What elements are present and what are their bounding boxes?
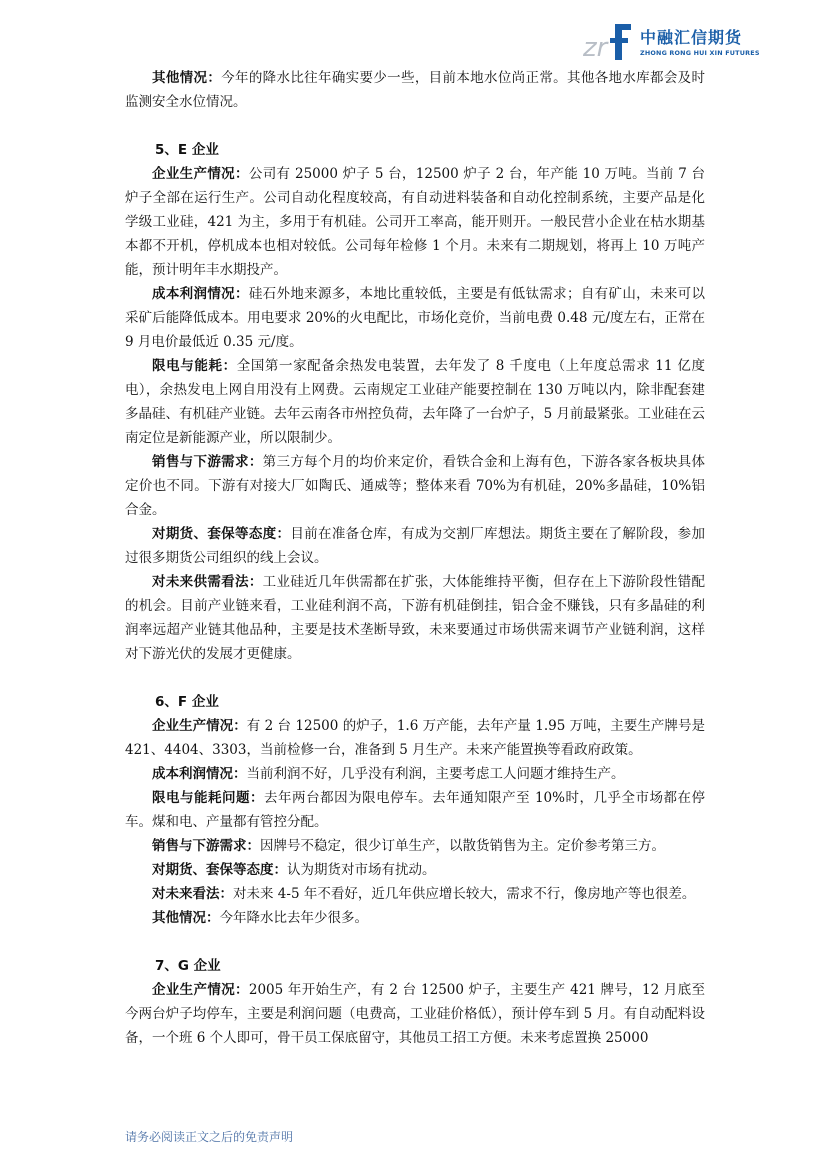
paragraph-text: 有 2 台 12500 的炉子，1.6 万产能，去年产量 1.95 万吨，主要生产牌号是 421、4404、3303，当前检修一台，准备到 5 月生产。未来产能置换等看政府政策。 xyxy=(125,718,705,758)
paragraph-text: 硅石外地来源多，本地比重较低，主要是有低钛需求；自有矿山，未来可以采矿后能降低成本。用电要求 20%的火电配比，市场化竞价，当前电费 0.48 元/度左右，正常在 9 月电价最低近 0.35 元/度。 xyxy=(125,286,706,350)
paragraph-label: 企业生产情况： xyxy=(152,166,249,182)
disclaimer-footer: 请务必阅读正文之后的免责声明 xyxy=(125,1130,294,1144)
paragraph-label: 成本利润情况： xyxy=(152,766,247,782)
paragraph-label: 对未来供需看法： xyxy=(152,574,263,590)
paragraph-label: 成本利润情况： xyxy=(152,286,249,302)
paragraph-text: 今年降水比去年少很多。 xyxy=(219,910,368,926)
paragraph-label: 对未来看法： xyxy=(152,886,233,902)
paragraph-label: 对期货、套保等态度： xyxy=(152,526,291,542)
paragraph-text: 去年两台都因为限电停车。去年通知限产至 10%时，几乎全市场都在停车。煤和电、产量都有管控分配。 xyxy=(125,790,706,830)
report-paragraph xyxy=(125,570,705,666)
report-paragraph xyxy=(125,906,705,930)
paragraph-label: 限电与能耗问题： xyxy=(152,790,265,806)
paragraph-label: 销售与下游需求： xyxy=(152,838,260,854)
paragraph-text: 今年的降水比往年确实要少一些，目前本地水位尚正常。其他各地水库都会及时监测安全水位情况。 xyxy=(125,70,706,110)
paragraph-text: 公司有 25000 炉子 5 台，12500 炉子 2 台，年产能 10 万吨。当前 7 台炉子全部在运行生产。公司自动化程度较高，有自动进料装备和自动化控制系统，主要产品是化学级工业硅，421 为主，多用于有机硅。公司开工率高，能开则开。一般民营小企业在枯水期基本都不开机，停机成本也相对较低。公司每年检修 1 个月。未来有二期规划，将再上 10 万吨产能，预计明年丰水期投产。 xyxy=(125,166,705,278)
logo-english-name: ZHONG RONG HUI XIN FUTURES xyxy=(640,49,760,57)
zrf-logo-icon xyxy=(583,22,633,62)
paragraph-text: 第三方每个月的均价来定价，看铁合金和上海有色，下游各家各板块具体定价也不同。下游有对接大厂如陶氏、通威等；整体来看 70%为有机硅，20%多晶硅，10%铝合金。 xyxy=(125,454,706,518)
document-body xyxy=(125,66,705,1050)
svg-text:zr: zr xyxy=(583,33,608,62)
section-heading: 7、G 企业 xyxy=(155,958,221,974)
report-paragraph xyxy=(125,978,705,1050)
paragraph-label: 企业生产情况： xyxy=(152,982,249,998)
report-paragraph xyxy=(125,882,705,906)
report-paragraph xyxy=(125,66,705,114)
section-gap xyxy=(125,666,705,690)
company-logo xyxy=(583,18,778,66)
section-heading: 6、F 企业 xyxy=(155,694,219,710)
paragraph-label: 其他情况： xyxy=(152,70,222,86)
report-paragraph xyxy=(125,354,705,450)
paragraph-label: 对期货、套保等态度： xyxy=(152,862,287,878)
paragraph-text: 当前利润不好，几乎没有利润，主要考虑工人问题才维持生产。 xyxy=(246,766,625,782)
section-gap xyxy=(125,114,705,138)
report-paragraph xyxy=(125,522,705,570)
paragraph-text: 工业硅近几年供需都在扩张，大体能维持平衡，但存在上下游阶段性错配的机会。目前产业链来看，工业硅利润不高，下游有机硅倒挂，铝合金不赚钱，只有多晶硅的利润率远超产业链其他品种，主要是技术垄断导致，未来要通过市场供需来调节产业链利润，这样对下游光伏的发展才更健康。 xyxy=(125,574,706,662)
paragraph-text: 目前在准备仓库，有成为交割厂库想法。期货主要在了解阶段，参加过很多期货公司组织的线上会议。 xyxy=(125,526,706,566)
paragraph-text: 认为期货对市场有扰动。 xyxy=(287,862,436,878)
paragraph-label: 限电与能耗： xyxy=(152,358,237,374)
report-paragraph xyxy=(125,714,705,762)
report-paragraph xyxy=(125,162,705,282)
report-paragraph xyxy=(125,450,705,522)
paragraph-label: 销售与下游需求： xyxy=(152,454,263,470)
report-paragraph xyxy=(125,282,705,354)
paragraph-label: 其他情况： xyxy=(152,910,220,926)
paragraph-text: 2005 年开始生产，有 2 台 12500 炉子，主要生产 421 牌号，12 月底至今两台炉子均停车，主要是利润问题（电费高，工业硅价格低），预计停车到 5 月。有自动配料设备，一个班 6 个人即可，骨干员工保底留守，其他员工招工方便。未来考虑置换 25000 xyxy=(125,982,706,1046)
section-gap xyxy=(125,930,705,954)
report-paragraph xyxy=(125,858,705,882)
report-paragraph xyxy=(125,834,705,858)
report-paragraph xyxy=(125,786,705,834)
paragraph-text: 全国第一家配备余热发电装置，去年发了 8 千度电（上年度总需求 11 亿度电），余热发电上网自用没有上网费。云南规定工业硅产能要控制在 130 万吨以内，除非配套建多晶硅、有机硅产业链。去年云南各市州控负荷，去年降了一台炉子，5 月前最紧张。工业硅在云南定位是新能源产业，所以限制少。 xyxy=(125,358,705,446)
paragraph-text: 因牌号不稳定，很少订单生产，以散货销售为主。定价参考第三方。 xyxy=(260,838,665,854)
report-paragraph xyxy=(125,762,705,786)
paragraph-text: 对未来 4-5 年不看好，近几年供应增长较大，需求不行，像房地产等也很差。 xyxy=(233,886,696,902)
section-heading: 5、E 企业 xyxy=(155,142,219,158)
logo-chinese-name: 中融汇信期货 xyxy=(640,28,743,47)
paragraph-label: 企业生产情况： xyxy=(152,718,247,734)
